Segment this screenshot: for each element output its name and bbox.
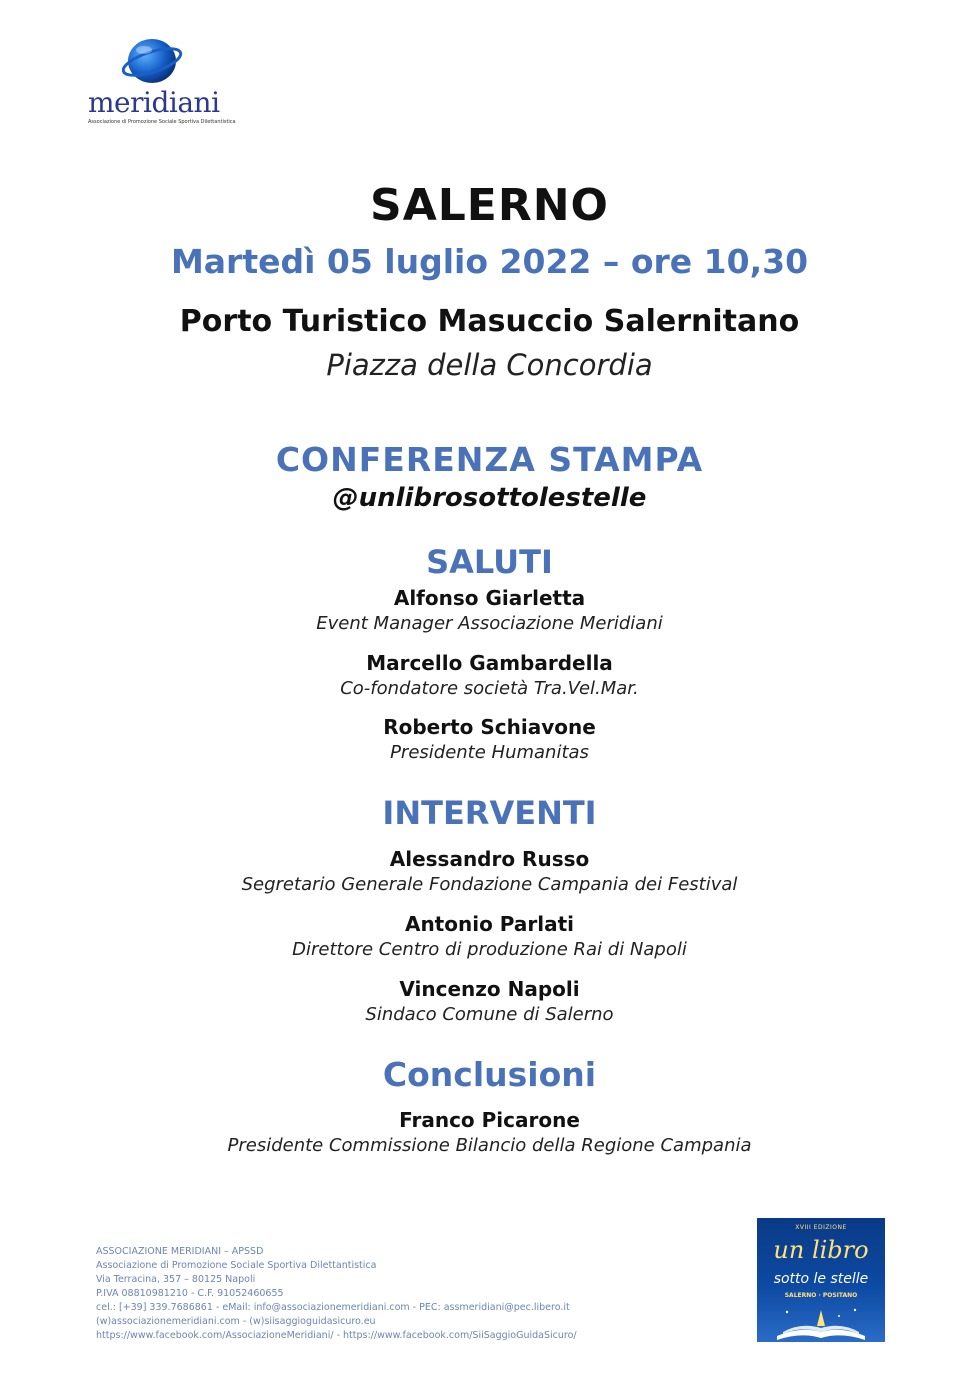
footer-line: (w)associazionemeridiani.com - (w)siisaggioguidasicuro.eu <box>96 1316 376 1327</box>
footer-line: Associazione di Promozione Sociale Sportiva Dilettantistica <box>96 1260 377 1271</box>
badge-subtitle: sotto le stelle <box>773 1271 869 1287</box>
interventi-heading: INTERVENTI <box>382 794 597 832</box>
meridiani-logo <box>86 34 236 129</box>
footer-line: cel.: [+39] 339.7686861 - eMail: info@associazionemeridiani.com - PEC: assmeridiani@pec.libero.it <box>96 1302 570 1313</box>
badge-title: un libro <box>773 1236 869 1264</box>
event-city: SALERNO <box>370 180 609 231</box>
badge-edition: XVIII EDIZIONE <box>795 1224 847 1231</box>
speaker-name: Alessandro Russo <box>389 847 590 871</box>
event-venue: Porto Turistico Masuccio Salernitano <box>179 304 800 339</box>
event-handle: @unlibrosottolestelle <box>332 483 647 513</box>
footer-contacts <box>96 1245 656 1343</box>
speaker-name: Vincenzo Napoli <box>399 977 580 1001</box>
event-date: Martedì 05 luglio 2022 – ore 10,30 <box>170 242 809 281</box>
globe-icon <box>122 34 186 90</box>
speaker-role: Segretario Generale Fondazione Campania dei Festival <box>241 874 738 895</box>
event-type: CONFERENZA STAMPA <box>275 440 704 479</box>
logo-name: meridiani <box>88 86 220 119</box>
speaker-role: Co-fondatore società Tra.Vel.Mar. <box>340 678 639 699</box>
conclusioni-heading: Conclusioni <box>382 1055 597 1094</box>
speaker-name: Roberto Schiavone <box>383 715 596 739</box>
saluti-heading: SALUTI <box>426 543 553 581</box>
speaker-role: Presidente Humanitas <box>390 742 589 763</box>
badge-locations: SALERNO · POSITANO <box>784 1292 858 1299</box>
speaker-role: Presidente Commissione Bilancio della Regione Campania <box>227 1135 752 1156</box>
festival-badge <box>757 1218 885 1342</box>
footer-line: Via Terracina, 357 – 80125 Napoli <box>96 1274 256 1285</box>
logo-tagline: Associazione di Promozione Sociale Sportiva Dilettantistica <box>88 119 236 125</box>
open-book-icon <box>757 1302 885 1342</box>
speaker-role: Sindaco Comune di Salerno <box>365 1004 614 1025</box>
speaker-name: Antonio Parlati <box>404 912 575 936</box>
event-place: Piazza della Concordia <box>326 348 653 382</box>
footer-line: P.IVA 08810981210 - C.F. 91052460655 <box>96 1288 284 1299</box>
speaker-name: Franco Picarone <box>399 1108 580 1132</box>
speaker-role: Direttore Centro di produzione Rai di Napoli <box>292 939 687 960</box>
footer-line: ASSOCIAZIONE MERIDIANI – APSSD <box>96 1246 264 1257</box>
speaker-role: Event Manager Associazione Meridiani <box>316 613 663 634</box>
speaker-name: Marcello Gambardella <box>366 651 613 675</box>
speaker-name: Alfonso Giarletta <box>393 586 586 610</box>
footer-line: https://www.facebook.com/AssociazioneMeridiani/ - https://www.facebook.com/SiiSaggioGuidaSicuro/ <box>96 1330 577 1341</box>
